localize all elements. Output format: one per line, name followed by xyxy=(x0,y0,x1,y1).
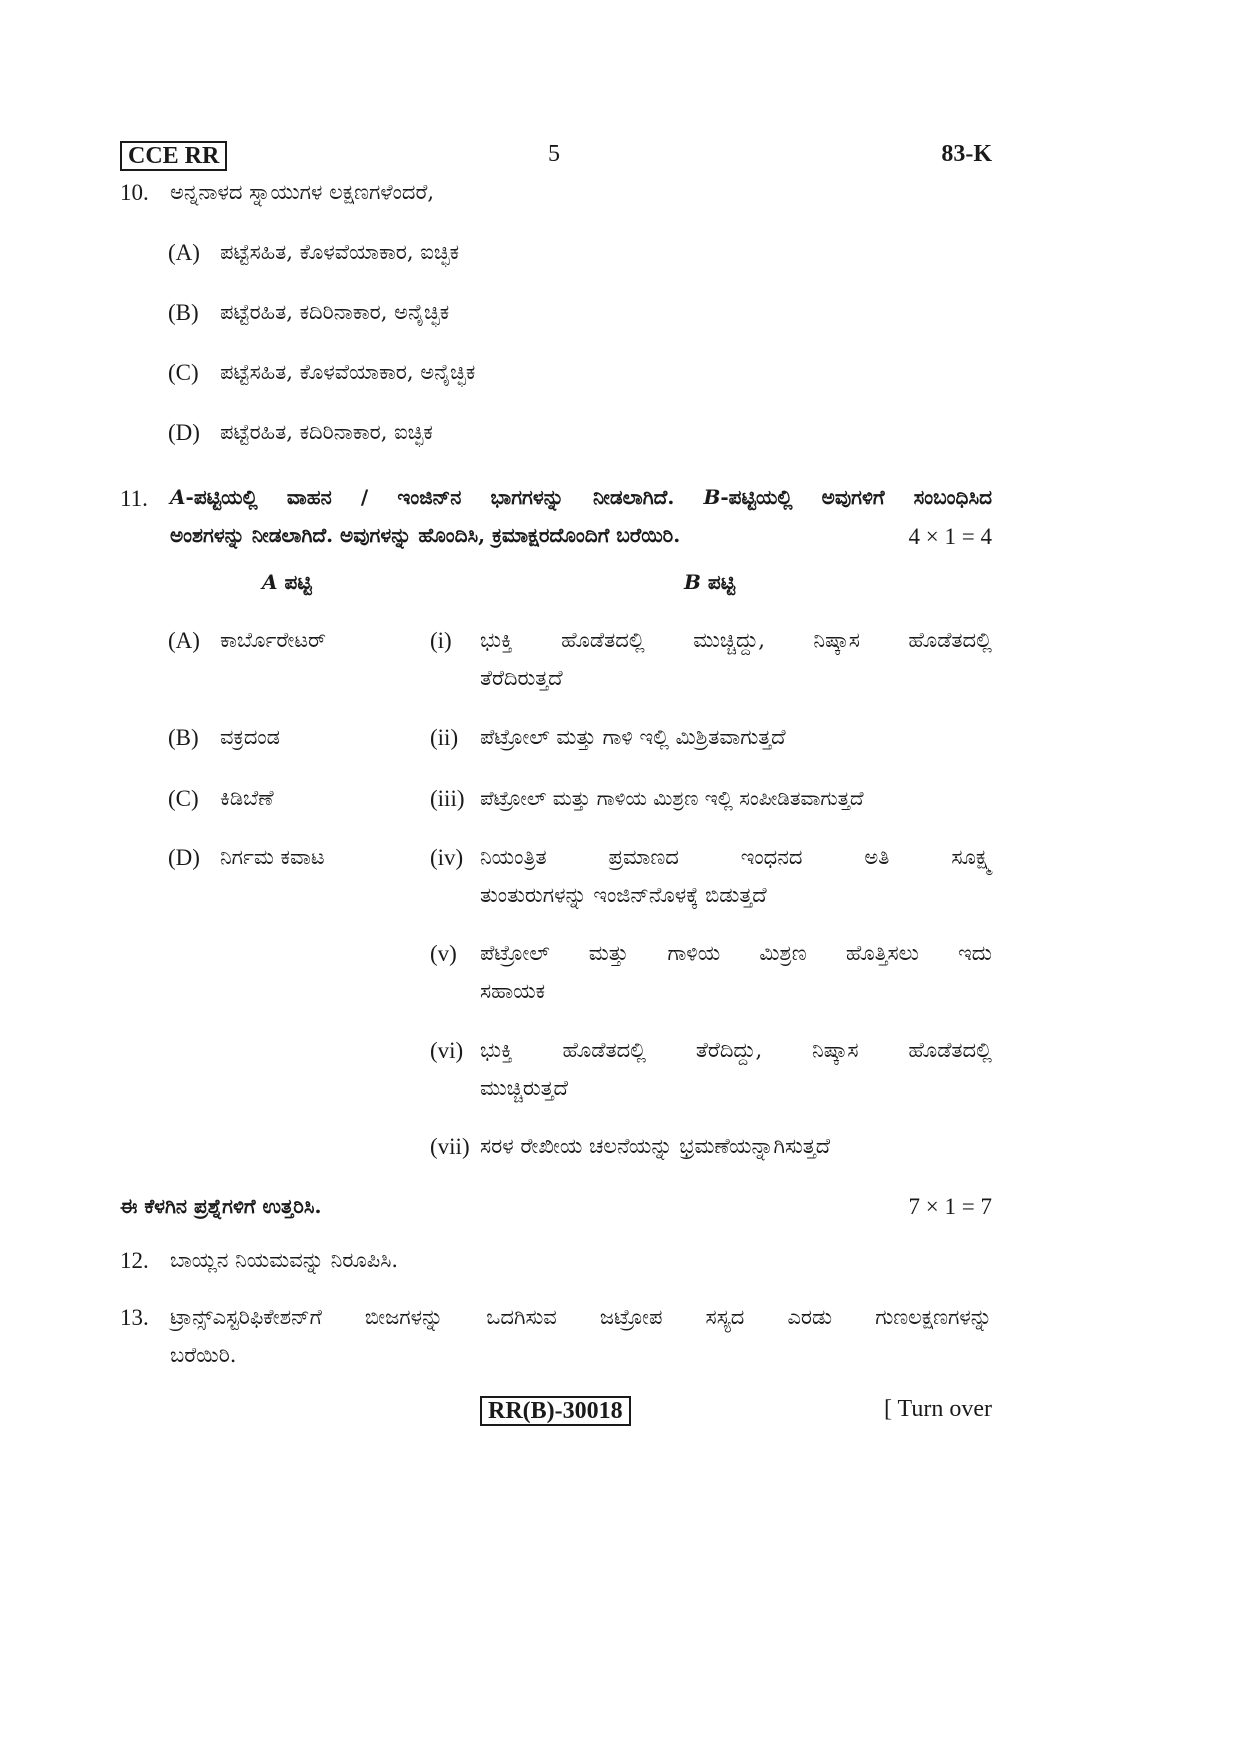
list-a-label: (D) xyxy=(168,845,200,870)
list-a-label: (A) xyxy=(168,628,200,653)
column-letter: B xyxy=(684,570,701,594)
list-a-item: ಕಿಡಿಬೆಣೆ xyxy=(220,786,274,810)
list-b-label: (iv) xyxy=(430,845,464,870)
list-b-item-line: ಸಹಾಯಕ xyxy=(480,979,546,1003)
list-a-item: ಕಾರ್ಬೊರೇಟರ್ xyxy=(220,628,326,652)
list-a-label: (C) xyxy=(168,786,199,811)
question-number: 10. xyxy=(120,180,149,205)
list-b-label: (i) xyxy=(430,628,452,653)
list-b-item-line: ಪೆಟ್ರೋಲ್ ಮತ್ತು ಗಾಳಿಯ ಮಿಶ್ರಣ ಇಲ್ಲಿ ಸಂಪೀಡಿತವಾಗುತ್ತದೆ xyxy=(480,786,864,810)
column-letter: A xyxy=(170,485,186,509)
column-word: ಪಟ್ಟಿ xyxy=(700,570,736,594)
question-number: 13. xyxy=(120,1305,149,1330)
question-text-line: ಬರೆಯಿರಿ. xyxy=(170,1343,237,1367)
option-text: ಪಟ್ಟೆರಹಿತ, ಕದಿರಿನಾಕಾರ, ಅನೈಚ್ಛಿಕ xyxy=(220,300,450,324)
marks: 4 × 1 = 4 xyxy=(908,524,992,549)
option-text: ಪಟ್ಟೆಸಹಿತ, ಕೊಳವೆಯಾಕಾರ, ಅನೈಚ್ಛಿಕ xyxy=(220,360,476,384)
list-b-label: (vi) xyxy=(430,1038,464,1063)
list-b-label: (ii) xyxy=(430,725,459,750)
section-instruction: ಈ ಕೆಳಗಿನ ಪ್ರಶ್ನೆಗಳಿಗೆ ಉತ್ತರಿಸಿ. xyxy=(120,1194,322,1218)
list-b-item-line: ತುಂತುರುಗಳನ್ನು ಇಂಜಿನ್‌ನೊಳಕ್ಕೆ ಬಿಡುತ್ತದೆ xyxy=(480,883,767,907)
question-text: -ಪಟ್ಟಿಯಲ್ಲಿ ವಾಹನ / ಇಂಜಿನ್‌ನ ಭಾಗಗಳನ್ನು ನೀಡಲಾಗಿದೆ. xyxy=(185,485,704,509)
list-b-label: (iii) xyxy=(430,786,465,811)
column-letter: A xyxy=(262,570,278,594)
option-text: ಪಟ್ಟೆಸಹಿತ, ಕೊಳವೆಯಾಕಾರ, ಐಚ್ಛಿಕ xyxy=(220,240,460,264)
list-b-item-line: ತೆರೆದಿರುತ್ತದೆ xyxy=(480,666,563,690)
question-number: 12. xyxy=(120,1248,149,1273)
list-a-item: ವಕ್ರದಂಡ xyxy=(220,725,281,749)
question-text: ಅನ್ನನಾಳದ ಸ್ನಾಯುಗಳ ಲಕ್ಷಣಗಳೆಂದರೆ, xyxy=(170,180,435,204)
column-word: ಪಟ್ಟಿ xyxy=(277,570,312,594)
list-a-item: ನಿರ್ಗಮ ಕವಾಟ xyxy=(220,845,325,869)
list-b-item-line: ಸರಳ ರೇಖೀಯ ಚಲನೆಯನ್ನು ಭ್ರಮಣೆಯನ್ನಾಗಿಸುತ್ತದೆ xyxy=(480,1134,831,1158)
list-b-label: (v) xyxy=(430,941,457,966)
list-a-label: (B) xyxy=(168,725,199,750)
list-b-label: (vii) xyxy=(430,1134,470,1159)
question-text-line xyxy=(170,481,992,513)
paper-code: 83-K xyxy=(941,141,992,167)
column-a-heading xyxy=(262,566,312,598)
question-text-line: ಟ್ರಾನ್ಸ್‌ಎಸ್ಟರಿಫಿಕೇಶನ್‌ಗೆ ಬೀಜಗಳನ್ನು ಒದಗಿಸುವ ಜಟ್ರೋಪ ಸಸ್ಯದ ಎರಡು ಗುಣಲಕ್ಷಣಗಳನ್ನು xyxy=(170,1305,992,1329)
option-label: (B) xyxy=(168,300,199,325)
list-b-item-line: ಪೆಟ್ರೋಲ್ ಮತ್ತು ಗಾಳಿ ಇಲ್ಲಿ ಮಿಶ್ರಿತವಾಗುತ್ತದೆ xyxy=(480,725,786,749)
list-b-item-line: ಭುಕ್ತಿ ಹೊಡೆತದಲ್ಲಿ ಮುಚ್ಚಿದ್ದು, ನಿಷ್ಕಾಸ ಹೊಡೆತದಲ್ಲಿ xyxy=(480,628,992,652)
question-text-line: ಅಂಶಗಳನ್ನು ನೀಡಲಾಗಿದೆ. ಅವುಗಳನ್ನು ಹೊಂದಿಸಿ, ಕ್ರಮಾಕ್ಷರದೊಂದಿಗೆ ಬರೆಯಿರಿ. xyxy=(170,523,681,547)
column-b-heading xyxy=(684,566,735,598)
question-text: -ಪಟ್ಟಿಯಲ್ಲಿ ಅವುಗಳಿಗೆ ಸಂಬಂಧಿಸಿದ xyxy=(720,485,992,509)
list-b-item-line: ನಿಯಂತ್ರಿತ ಪ್ರಮಾಣದ ಇಂಧನದ ಅತಿ ಸೂಕ್ಷ್ಮ xyxy=(480,845,992,869)
list-b-item-line: ಪೆಟ್ರೋಲ್ ಮತ್ತು ಗಾಳಿಯ ಮಿಶ್ರಣ ಹೊತ್ತಿಸಲು ಇದು xyxy=(480,941,992,965)
question-number: 11. xyxy=(120,486,148,511)
option-label: (C) xyxy=(168,360,199,385)
list-b-item-line: ಭುಕ್ತಿ ಹೊಡೆತದಲ್ಲಿ ತೆರೆದಿದ್ದು, ನಿಷ್ಕಾಸ ಹೊಡೆತದಲ್ಲಿ xyxy=(480,1038,992,1062)
header-box-label: CCE RR xyxy=(120,141,227,171)
turn-over-note: [ Turn over xyxy=(883,1396,992,1422)
column-letter: B xyxy=(703,485,721,509)
option-label: (D) xyxy=(168,420,200,445)
list-b-item-line: ಮುಚ್ಚಿರುತ್ತದೆ xyxy=(480,1076,568,1100)
page-number: 5 xyxy=(548,141,560,167)
option-label: (A) xyxy=(168,240,200,265)
footer-code-box: RR(B)-30018 xyxy=(480,1396,631,1426)
section-marks: 7 × 1 = 7 xyxy=(908,1194,992,1219)
option-text: ಪಟ್ಟೆರಹಿತ, ಕದಿರಿನಾಕಾರ, ಐಚ್ಛಿಕ xyxy=(220,420,433,444)
question-text: ಬಾಯ್ಲನ ನಿಯಮವನ್ನು ನಿರೂಪಿಸಿ. xyxy=(170,1248,399,1272)
